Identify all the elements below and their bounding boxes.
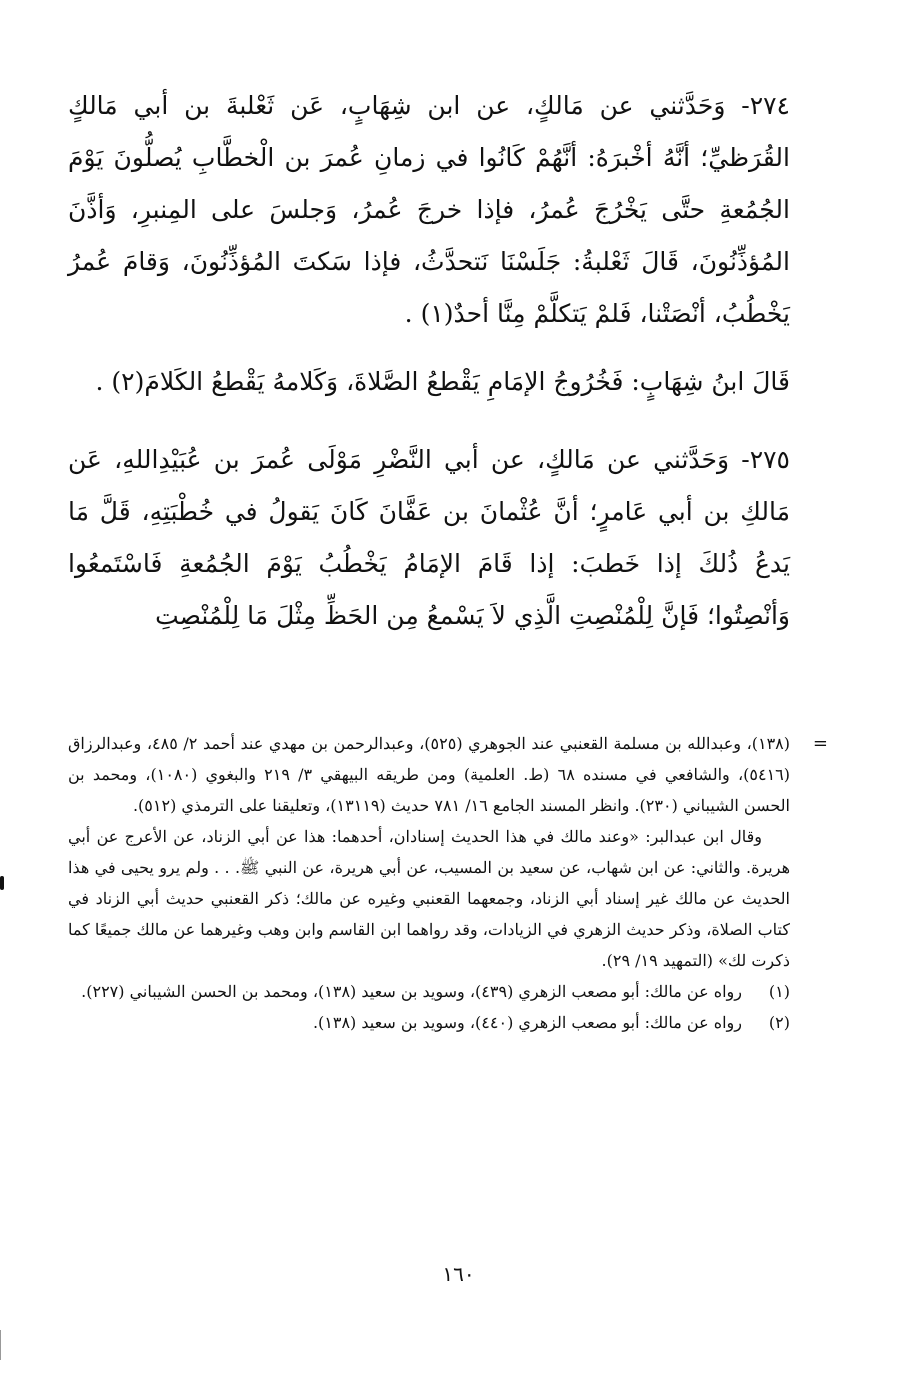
footnote-2-text: رواه عن مالك: أبو مصعب الزهري (٤٤٠)، وسويد بن سعيد (١٣٨). bbox=[312, 1013, 742, 1032]
footnote-continuation-text: (١٣٨)، وعبدالله بن مسلمة القعنبي عند الجوهري (٥٢٥)، وعبدالرحمن بن مهدي عند أحمد ٢/ ٤٨٥، وعبدالرزاق (٥٤١٦)، والشافعي في مسنده ٦٨ (ط. العلمية) ومن طريقه البيهقي ٣/ ٢١٩ والبغوي (١٠٨٠)، ومحمد بن الحسن الشيباني (٢٣٠). وانظر المسند الجامع ١٦/ ٧٨١ حديث (١٣١١٩)، وتعليقنا على الترمذي (٥١٢). bbox=[68, 734, 791, 815]
footnotes bbox=[68, 728, 828, 1038]
page-number: ١٦٠ bbox=[442, 1262, 475, 1286]
footnote-1-number: (١) bbox=[768, 982, 790, 1001]
ibn-shihab-comment-paragraph: قَالَ ابنُ شِهَابٍ: فَخُرُوجُ الإمَامِ يَقْطعُ الصَّلاةَ، وَكَلامهُ يَقْطعُ الكَلامَ(٢) . bbox=[95, 367, 790, 396]
ibn-abdulbarr-quote: وقال ابن عبدالبر: «وعند مالك في هذا الحديث إسنادان، أحدهما: هذا عن أبي الزناد، عن الأعرج عن أبي هريرة. والثاني: عن ابن شهاب، عن سعيد بن المسيب، عن أبي هريرة، عن النبي ﷺ. . . ولم يرو يحيى في هذا الحديث عن مالك غير إسناد أبي الزناد، وجمعهما القعنبي وغيره عن مالك؛ ذكر القعنبي حديث أبي الزناد في كتاب الصلاة، وذكر حديث الزهري في الزيادات، وقد رواهما ابن القاسم وابن وهب وغيرهما عن مالك جميعًا كما ذكرت لك» (التمهيد ١٩/ ٢٩). bbox=[68, 827, 791, 970]
footnote-continuation bbox=[68, 728, 828, 821]
footnote-2-number: (٢) bbox=[768, 1013, 790, 1032]
footnote-1 bbox=[68, 976, 790, 1007]
footnote-2 bbox=[68, 1007, 790, 1038]
scan-edge-line bbox=[0, 1330, 1, 1360]
footnote-1-text: رواه عن مالك: أبو مصعب الزهري (٤٣٩)، وسويد بن سعيد (١٣٨)، ومحمد بن الحسن الشيباني (٢٢٧). bbox=[81, 982, 742, 1001]
continuation-mark: = bbox=[812, 733, 828, 754]
hadith-275-paragraph: ٢٧٥- وَحَدَّثني عن مَالكٍ، عن أبي النَّضْرِ مَوْلَى عُمرَ بن عُبَيْدِاللهِ، عَن مَالكِ بن أبي عَامرٍ؛ أنَّ عُثْمانَ بن عَفَّانَ كَانَ يَقولُ في خُطْبَتِهِ، قَلَّ مَا يَدعُ ذُلكَ إذا خَطبَ: إذا قَامَ الإمَامُ يَخْطُبُ يَوْمَ الجُمُعةِ فَاسْتَمعُوا وَأنْصِتُوا؛ فَإنَّ لِلْمُنْصِتِ الَّذِي لاَ يَسْمعُ مِن الحَظِّ مِثْلَ مَا لِلْمُنْصِتِ bbox=[68, 445, 790, 630]
scan-edge-mark bbox=[0, 876, 4, 890]
hadith-274-paragraph: ٢٧٤- وَحَدَّثني عن مَالكٍ، عن ابن شِهَابٍ، عَن ثَعْلبةَ بن أبي مَالكٍ القُرَظيِّ؛ أنَّهُ أخْبرَهُ: أنَّهُمْ كَانُوا في زمانِ عُمرَ بن الْخطَّابِ يُصلُّونَ يَوْمَ الجُمُعةِ حتَّى يَخْرُجَ عُمرُ، فإذا خرجَ عُمرُ، وَجلسَ على المِنبرِ، وَأذَّنَ المُؤذِّنُونَ، قَالَ ثَعْلبةُ: جَلَسْنَا نَتحدَّثُ، فإذا سَكتَ المُؤذِّنُونَ، وَقامَ عُمرُ يَخْطُبُ، أنْصَتْنا، فَلمْ يَتكلَّمْ مِنَّا أحدٌ(١) . bbox=[68, 91, 790, 328]
main-text bbox=[68, 80, 790, 642]
